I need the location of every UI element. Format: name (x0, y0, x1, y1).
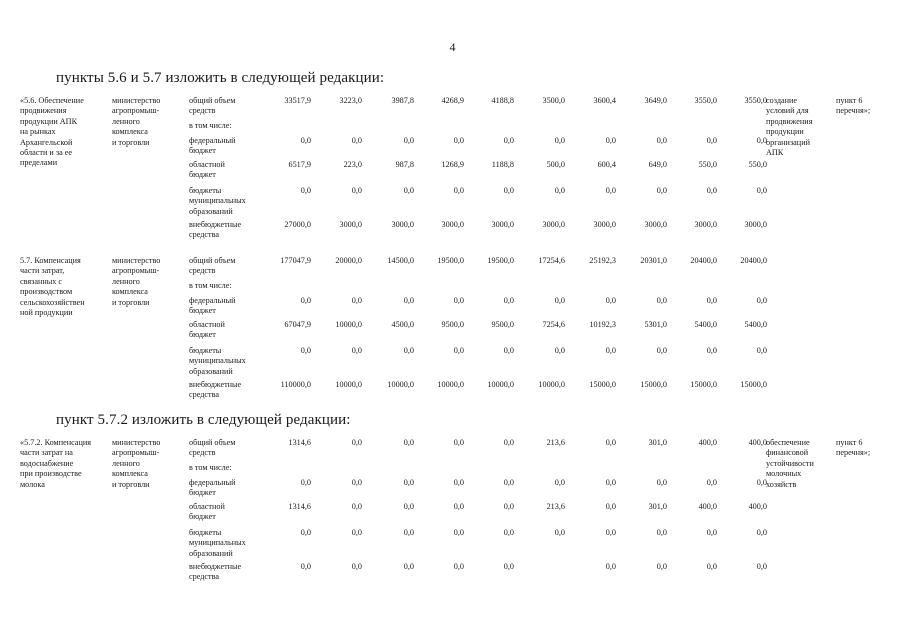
amount-cell: 17254,6 (538, 256, 565, 265)
program-row (20, 96, 890, 246)
amount-cell: 3000,0 (339, 220, 362, 229)
amount-cell: 1268,9 (441, 160, 464, 169)
amount-cell: 0,0 (453, 346, 464, 355)
amount-cell: 0,0 (503, 528, 514, 537)
amount-cell: 0,0 (756, 136, 767, 145)
amount-cell: 0,0 (656, 186, 667, 195)
amount-cell: 0,0 (351, 346, 362, 355)
amount-cell: 0,0 (453, 562, 464, 571)
amount-cell: 3600,4 (593, 96, 616, 105)
amount-cell: 0,0 (605, 528, 616, 537)
amount-cell: 1314,6 (288, 438, 311, 447)
amount-cell: 4188,8 (491, 96, 514, 105)
amount-cell: 15000,0 (740, 380, 767, 389)
amount-cell: 0,0 (605, 136, 616, 145)
expected-result: создание условий для продвижения продукции организаций АПК (766, 96, 813, 158)
amount-cell: 33517,9 (284, 96, 311, 105)
amount-cell: 0,0 (453, 478, 464, 487)
funding-source-label: областной бюджет (189, 320, 225, 340)
amount-cell: 0,0 (756, 186, 767, 195)
amount-cell: 0,0 (554, 136, 565, 145)
amount-cell: 20400,0 (740, 256, 767, 265)
amount-cell: 14500,0 (387, 256, 414, 265)
amount-cell: 0,0 (605, 562, 616, 571)
amount-cell: 1314,6 (288, 502, 311, 511)
amount-cell: 0,0 (453, 186, 464, 195)
amount-cell: 0,0 (403, 528, 414, 537)
amount-cell: 25192,3 (589, 256, 616, 265)
amount-cell: 0,0 (403, 296, 414, 305)
amount-cell: 0,0 (756, 478, 767, 487)
amount-cell: 0,0 (300, 528, 311, 537)
amount-cell: 20400,0 (690, 256, 717, 265)
amount-cell: 15000,0 (690, 380, 717, 389)
amount-cell: 3000,0 (744, 220, 767, 229)
amount-cell: 3000,0 (391, 220, 414, 229)
amount-cell: 1188,8 (491, 160, 514, 169)
amount-cell: 0,0 (706, 136, 717, 145)
amount-cell: 3550,0 (694, 96, 717, 105)
amount-cell: 550,0 (698, 160, 717, 169)
amount-cell: 0,0 (605, 478, 616, 487)
amount-cell: 0,0 (403, 136, 414, 145)
funding-source-label: федеральный бюджет (189, 478, 236, 498)
amount-cell: 0,0 (656, 478, 667, 487)
amount-cell: 177047,9 (280, 256, 311, 265)
amount-cell: 0,0 (453, 438, 464, 447)
amount-cell: 0,0 (351, 478, 362, 487)
funding-source-label: общий объем средств (189, 96, 236, 116)
amount-cell: 0,0 (351, 528, 362, 537)
amount-cell: 0,0 (554, 478, 565, 487)
amount-cell: 0,0 (605, 346, 616, 355)
amount-cell: 0,0 (300, 346, 311, 355)
amount-cell: 0,0 (706, 346, 717, 355)
section-heading: пункты 5.6 и 5.7 изложить в следующей редакции: (56, 70, 385, 86)
amount-cell: 0,0 (554, 528, 565, 537)
amount-cell: 987,8 (395, 160, 414, 169)
amount-cell: 20301,0 (640, 256, 667, 265)
amount-cell: 0,0 (300, 296, 311, 305)
funding-source-label: федеральный бюджет (189, 136, 236, 156)
funding-source-label: бюджеты муниципальных образований (189, 186, 246, 216)
amount-cell: 5301,0 (644, 320, 667, 329)
reference: пункт 6 перечня»; (836, 96, 871, 116)
amount-cell: 0,0 (453, 296, 464, 305)
amount-cell: 10192,3 (589, 320, 616, 329)
amount-cell: 500,0 (546, 160, 565, 169)
amount-cell: 0,0 (503, 562, 514, 571)
amount-cell: 400,0 (748, 438, 767, 447)
executor: министерство агропромыш- ленного комплекса и торговли (112, 96, 161, 147)
amount-cell: 0,0 (605, 438, 616, 447)
funding-source-label: в том числе: (189, 463, 232, 472)
amount-cell: 27000,0 (284, 220, 311, 229)
amount-cell: 0,0 (351, 136, 362, 145)
funding-source-label: внебюджетные средства (189, 380, 242, 400)
amount-cell: 0,0 (503, 478, 514, 487)
amount-cell: 19500,0 (487, 256, 514, 265)
amount-cell: 4500,0 (391, 320, 414, 329)
amount-cell: 0,0 (453, 528, 464, 537)
amount-cell: 0,0 (656, 528, 667, 537)
amount-cell: 0,0 (756, 528, 767, 537)
amount-cell: 9500,0 (491, 320, 514, 329)
amount-cell: 0,0 (656, 296, 667, 305)
funding-source-label: общий объем средств (189, 438, 236, 458)
amount-cell: 3000,0 (694, 220, 717, 229)
amount-cell: 0,0 (503, 186, 514, 195)
funding-source-label: внебюджетные средства (189, 562, 242, 582)
amount-cell: 0,0 (706, 478, 717, 487)
amount-cell: 10000,0 (538, 380, 565, 389)
amount-cell: 0,0 (403, 478, 414, 487)
funding-source-label: бюджеты муниципальных образований (189, 346, 246, 376)
amount-cell: 5400,0 (744, 320, 767, 329)
funding-source-label: областной бюджет (189, 502, 225, 522)
amount-cell: 10000,0 (437, 380, 464, 389)
amount-cell: 400,0 (698, 438, 717, 447)
amount-cell: 6517,9 (288, 160, 311, 169)
amount-cell: 15000,0 (589, 380, 616, 389)
amount-cell: 0,0 (351, 562, 362, 571)
amount-cell: 10000,0 (387, 380, 414, 389)
amount-cell: 10000,0 (335, 320, 362, 329)
expected-result: обеспечение финансовой устойчивости молочных хозяйств (766, 438, 814, 489)
amount-cell: 0,0 (605, 502, 616, 511)
amount-cell: 0,0 (656, 562, 667, 571)
amount-cell: 400,0 (748, 502, 767, 511)
amount-cell: 0,0 (403, 562, 414, 571)
amount-cell: 10000,0 (487, 380, 514, 389)
page-number: 4 (449, 40, 456, 54)
funding-source-label: бюджеты муниципальных образований (189, 528, 246, 558)
amount-cell: 3649,0 (644, 96, 667, 105)
amount-cell: 0,0 (554, 186, 565, 195)
amount-cell: 301,0 (648, 502, 667, 511)
measure-name: 5.7. Компенсация части затрат, связанных с производством сельскохозяйствен ной продукции (20, 256, 85, 318)
amount-cell: 649,0 (648, 160, 667, 169)
amount-cell: 0,0 (300, 478, 311, 487)
amount-cell: 0,0 (453, 136, 464, 145)
program-row (20, 438, 890, 588)
amount-cell: 0,0 (706, 562, 717, 571)
amount-cell: 0,0 (706, 186, 717, 195)
amount-cell: 0,0 (605, 296, 616, 305)
amount-cell: 110000,0 (280, 380, 311, 389)
amount-cell: 0,0 (706, 528, 717, 537)
executor: министерство агропромыш- ленного комплекса и торговли (112, 438, 161, 489)
amount-cell: 3500,0 (542, 96, 565, 105)
amount-cell: 0,0 (351, 502, 362, 511)
amount-cell: 3000,0 (593, 220, 616, 229)
amount-cell: 0,0 (403, 438, 414, 447)
amount-cell: 19500,0 (437, 256, 464, 265)
amount-cell: 10000,0 (335, 380, 362, 389)
amount-cell: 3987,8 (391, 96, 414, 105)
amount-cell: 0,0 (300, 562, 311, 571)
funding-source-label: общий объем средств (189, 256, 236, 276)
program-row (20, 256, 890, 406)
amount-cell: 0,0 (351, 186, 362, 195)
amount-cell: 0,0 (453, 502, 464, 511)
measure-name: «5.6. Обеспечение продвижения продукции АПК на рынках Архангельской области и за ее пределами (20, 96, 84, 168)
amount-cell: 223,0 (343, 160, 362, 169)
funding-source-label: в том числе: (189, 281, 232, 290)
amount-cell: 301,0 (648, 438, 667, 447)
amount-cell: 0,0 (300, 186, 311, 195)
amount-cell: 4268,9 (441, 96, 464, 105)
amount-cell: 5400,0 (694, 320, 717, 329)
amount-cell: 213,6 (546, 438, 565, 447)
amount-cell: 15000,0 (640, 380, 667, 389)
amount-cell: 213,6 (546, 502, 565, 511)
amount-cell: 550,0 (748, 160, 767, 169)
funding-source-label: внебюджетные средства (189, 220, 242, 240)
amount-cell: 67047,9 (284, 320, 311, 329)
measure-name: «5.7.2. Компенсация части затрат на водоснабжение при производстве молока (20, 438, 92, 489)
amount-cell: 0,0 (503, 438, 514, 447)
amount-cell: 3000,0 (491, 220, 514, 229)
executor: министерство агропромыш- ленного комплекса и торговли (112, 256, 161, 307)
amount-cell: 0,0 (300, 136, 311, 145)
amount-cell: 0,0 (756, 296, 767, 305)
amount-cell: 0,0 (403, 186, 414, 195)
amount-cell: 400,0 (698, 502, 717, 511)
amount-cell: 0,0 (554, 296, 565, 305)
section-heading: пункт 5.7.2 изложить в следующей редакции: (56, 412, 351, 428)
amount-cell: 3000,0 (441, 220, 464, 229)
amount-cell: 0,0 (656, 136, 667, 145)
amount-cell: 0,0 (554, 346, 565, 355)
amount-cell: 3550,0 (744, 96, 767, 105)
funding-source-label: областной бюджет (189, 160, 225, 180)
amount-cell: 0,0 (503, 296, 514, 305)
amount-cell: 0,0 (351, 438, 362, 447)
amount-cell: 7254,6 (542, 320, 565, 329)
amount-cell: 0,0 (403, 502, 414, 511)
amount-cell: 600,4 (597, 160, 616, 169)
amount-cell: 0,0 (605, 186, 616, 195)
amount-cell: 0,0 (503, 346, 514, 355)
amount-cell: 0,0 (403, 346, 414, 355)
funding-source-label: федеральный бюджет (189, 296, 236, 316)
amount-cell: 0,0 (351, 296, 362, 305)
amount-cell: 0,0 (756, 562, 767, 571)
amount-cell: 20000,0 (335, 256, 362, 265)
amount-cell: 9500,0 (441, 320, 464, 329)
amount-cell: 3000,0 (542, 220, 565, 229)
amount-cell: 3223,0 (339, 96, 362, 105)
amount-cell: 0,0 (656, 346, 667, 355)
amount-cell: 0,0 (503, 136, 514, 145)
amount-cell: 3000,0 (644, 220, 667, 229)
reference: пункт 6 перечня»; (836, 438, 871, 458)
amount-cell: 0,0 (756, 346, 767, 355)
funding-source-label: в том числе: (189, 121, 232, 130)
amount-cell: 0,0 (706, 296, 717, 305)
amount-cell: 0,0 (503, 502, 514, 511)
